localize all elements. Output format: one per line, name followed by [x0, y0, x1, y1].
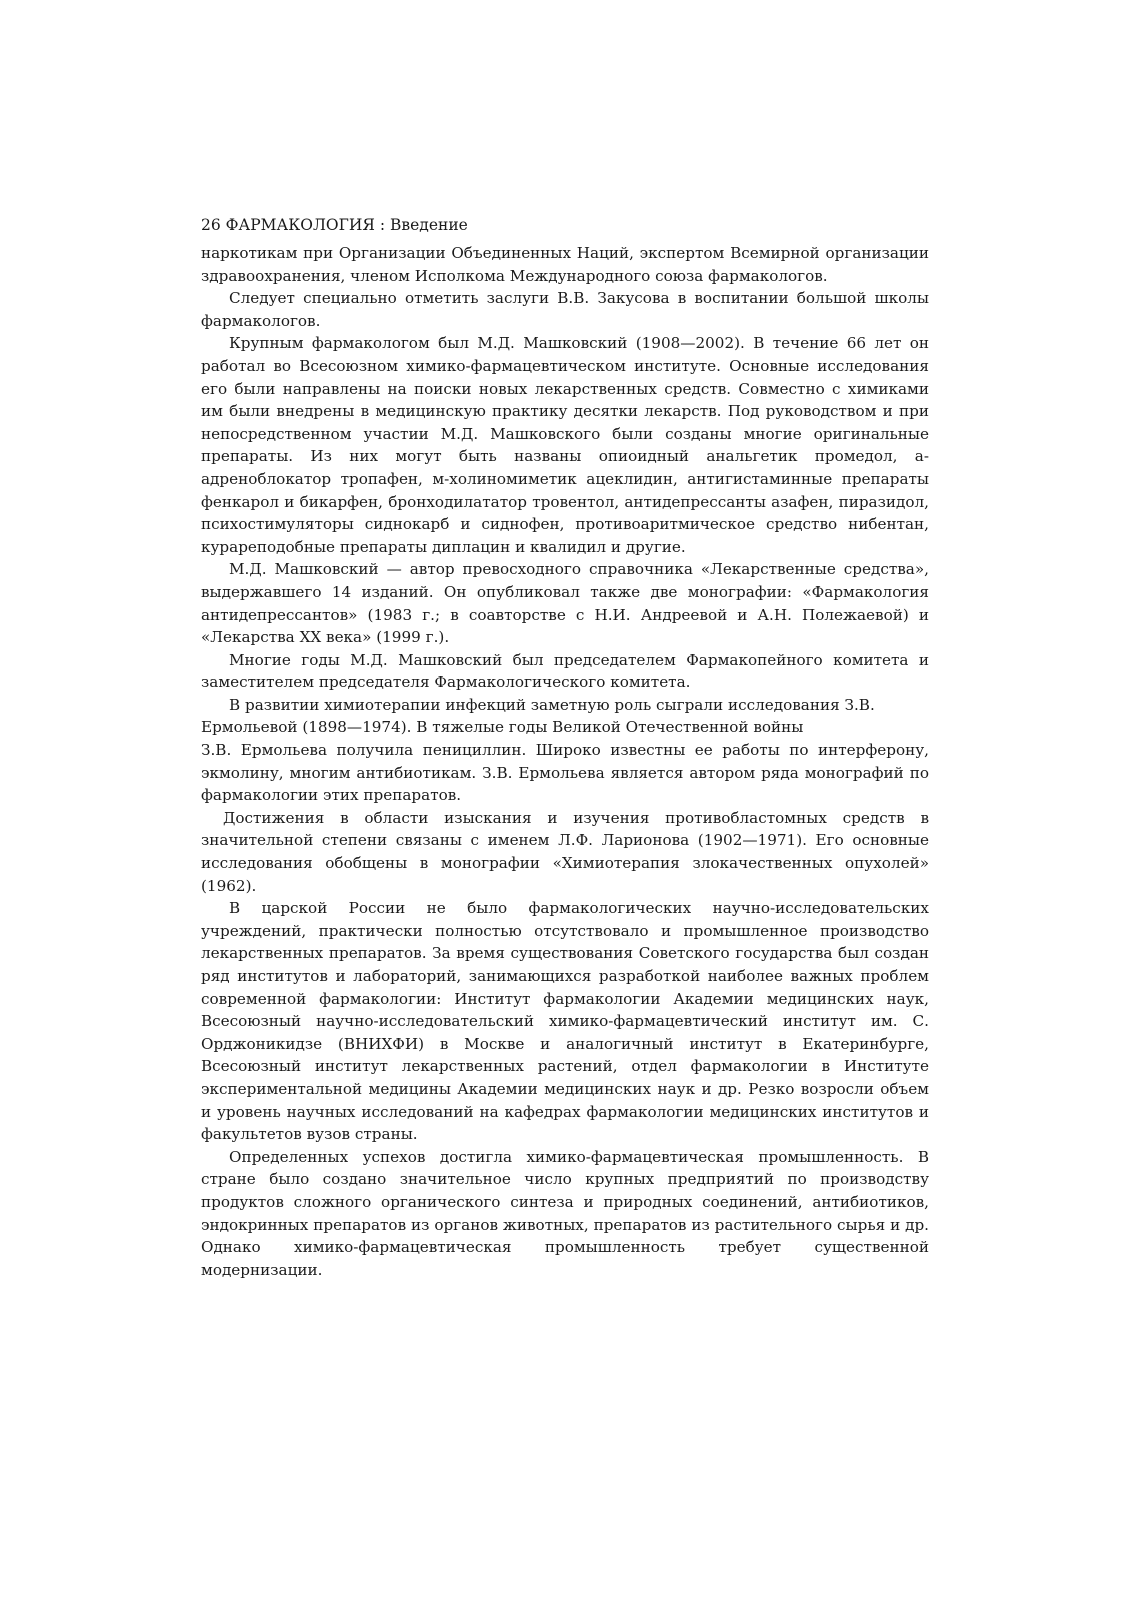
paragraph-larionov: Достижения в области изыскания и изучения противобластомных средств в значительной степени связаны с именем Л.Ф. Ларионова (1902—1971). Его основные исследования обобщены в монографии «Химиотерапия злокачественных опухолей» (1962).: [201, 808, 929, 895]
paragraph-mashkovsky: Крупным фармакологом был М.Д. Машковский (1908—2002). В течение 66 лет он работал во Всесоюзном химико-фармацевтическом институте. Основные исследования его были направлены на поиски новых лекарственных средств. Совместно с химиками им были внедрены в медицинскую практику десятки лекарств. Под руководством и при непосредственном участии М.Д. Машковского были созданы многие оригинальные препараты. Из них могут быть названы опиоидный анальгетик промедол, а-адреноблокатор тропафен, м-холиномиметик ацеклидин, антигистаминные препараты фенкарол и бикарфен, бронходилататор тровентол, антидепрессанты азафен, пиразидол, психостимуляторы сиднокарб и сиднофен, противоаритмическое средство нибентан, курареподобные препараты диплацин и квалидил и другие.: [201, 334, 929, 556]
paragraph-mashkovsky-committee: Многие годы М.Д. Машковский был председателем Фармакопейного комитета и заместителем председателя Фармакологического комитета.: [201, 650, 929, 692]
paragraph-ermolyeva-cont: З.В. Ермольева получила пенициллин. Широко известны ее работы по интерферону, экмолину, многим антибиотикам. З.В. Ермольева является автором ряда монографий по фармакологии этих препаратов.: [201, 741, 929, 805]
page-content: [201, 214, 929, 1281]
paragraph-industry: Определенных успехов достигла химико-фармацевтическая промышленность. В стране было создано значительное число крупных предприятий по производству продуктов сложного органического синтеза и природных соединений, антибиотиков, эндокринных препаратов из органов животных, препаратов из растительного сырья и др. Однако химико-фармацевтическая промышленность требует существенной модернизации.: [201, 1147, 929, 1279]
paragraph-mashkovsky-books: М.Д. Машковский — автор превосходного справочника «Лекарственные средства», выдержавшего 14 изданий. Он опубликовал также две монографии: «Фармакология антидепрессантов» (1983 г.; в соавторстве с Н.И. Андреевой и А.Н. Полежаевой) и «Лекарства XX века» (1999 г.).: [201, 560, 929, 647]
paragraph-zakusov: Следует специально отметить заслуги В.В. Закусова в воспитании большой школы фармакологов.: [201, 289, 929, 330]
running-head: 26 ФАРМАКОЛОГИЯ : Введение: [201, 216, 468, 234]
paragraph-continuation: наркотикам при Организации Объединенных Наций, экспертом Всемирной организации здравоохранения, членом Исполкома Международного союза фармакологов.: [201, 244, 929, 285]
paragraph-ermolyeva: В развитии химиотерапии инфекций заметную роль сыграли исследования З.В. Ермольевой (1898—1974). В тяжелые годы Великой Отечественной войны: [201, 695, 875, 737]
body-text: [201, 242, 929, 1281]
paragraph-institutes: В царской России не было фармакологических научно-исследовательских учреждений, практически полностью отсутствовало и промышленное производство лекарственных препаратов. За время существования Советского государства был создан ряд институтов и лабораторий, занимающихся разработкой наиболее важных проблем современной фармакологии: Институт фармакологии Академии медицинских наук, Всесоюзный научно-исследовательский химико-фармацевтический институт им. С. Орджоникидзе (ВНИХФИ) в Москве и аналогичный институт в Екатеринбурге, Всесоюзный институт лекарственных растений, отдел фармакологии в Институте экспериментальной медицины Академии медицинских наук и др. Резко возросли объем и уровень научных исследований на кафедрах фармакологии медицинских институтов и факультетов вузов страны.: [201, 899, 929, 1144]
